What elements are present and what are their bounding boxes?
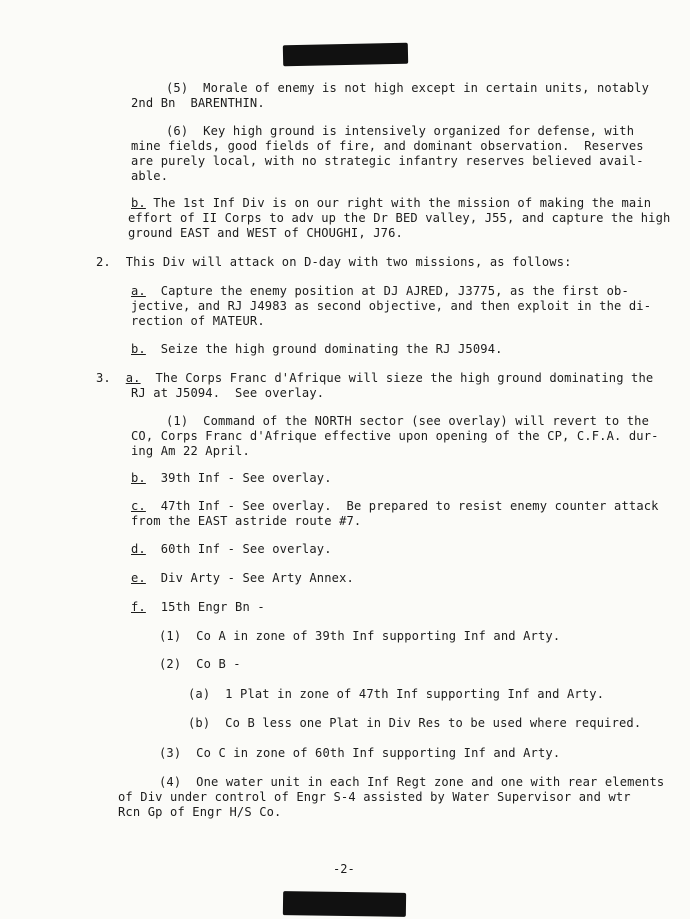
para-2a-line-2: jective, and RJ J4983 as second objective, and then exploit in the di- <box>131 299 652 313</box>
para-3a1-line-1: (1) Command of the NORTH sector (see overlay) will revert to the <box>166 414 650 428</box>
redaction-bar-bottom <box>283 891 406 917</box>
para-3b-line-1 <box>131 471 332 485</box>
para-3e-line-1 <box>131 571 354 585</box>
para-3a-line-1 <box>96 371 653 385</box>
para-3e-text: Div Arty - See Arty Annex. <box>145 571 354 585</box>
para-f3-line-1: (3) Co C in zone of 60th Inf supporting Inf and Arty. <box>159 746 561 760</box>
para-b-line-2: effort of II Corps to adv up the Dr BED valley, J55, and capture the high <box>128 211 671 225</box>
para-f4-line-3: Rcn Gp of Engr H/S Co. <box>118 805 282 819</box>
para-3b-text: 39th Inf - See overlay. <box>145 471 332 485</box>
para-3e-marker: e. <box>131 571 146 585</box>
para-2b-marker: b. <box>131 342 146 356</box>
page-number: -2- <box>333 862 355 876</box>
para-3a-marker: a. <box>125 371 141 385</box>
para-b-text: The 1st Inf Div is on our right with the mission of making the main <box>145 196 652 210</box>
para-6-line-2: mine fields, good fields of fire, and dominant observation. Reserves <box>131 139 644 153</box>
para-2-line-1: 2. This Div will attack on D-day with two missions, as follows: <box>96 255 572 269</box>
para-3c-marker: c. <box>131 499 146 513</box>
para-f1-line-1: (1) Co A in zone of 39th Inf supporting Inf and Arty. <box>159 629 561 643</box>
para-f2b-line-1: (b) Co B less one Plat in Div Res to be used where required. <box>188 716 642 730</box>
para-6-line-1: (6) Key high ground is intensively organized for defense, with <box>166 124 635 138</box>
para-b-line-1 <box>131 196 651 210</box>
para-2a-line-1 <box>131 284 629 298</box>
para-f4-line-2: of Div under control of Engr S-4 assisted by Water Supervisor and wtr <box>118 790 631 804</box>
para-5-line-1: (5) Morale of enemy is not high except in certain units, notably <box>166 81 650 95</box>
para-3a-text: The Corps Franc d'Afrique will sieze the high ground dominating the <box>140 371 654 385</box>
para-2a-line-3: rection of MATEUR. <box>131 314 265 328</box>
para-f2a-line-1: (a) 1 Plat in zone of 47th Inf supporting Inf and Arty. <box>188 687 605 701</box>
para-f2-line-1: (2) Co B - <box>159 657 241 671</box>
para-3f-marker: f. <box>131 600 146 614</box>
para-3d-marker: d. <box>131 542 146 556</box>
para-6-line-4: able. <box>131 169 169 183</box>
para-3c-line-1 <box>131 499 659 513</box>
para-3c-text: 47th Inf - See overlay. Be prepared to resist enemy counter attack <box>145 499 659 513</box>
para-2a-marker: a. <box>131 284 146 298</box>
para-5-line-2: 2nd Bn BARENTHIN. <box>131 96 265 110</box>
para-6-line-3: are purely local, with no strategic infantry reserves believed avail- <box>131 154 644 168</box>
para-b-marker: b. <box>131 196 146 210</box>
para-3d-text: 60th Inf - See overlay. <box>145 542 332 556</box>
para-2a-text: Capture the enemy position at DJ AJRED, J3775, as the first ob- <box>145 284 629 298</box>
para-3-number: 3. <box>96 371 126 385</box>
para-2b-line-1 <box>131 342 503 356</box>
redaction-bar-top <box>283 43 408 67</box>
para-f4-line-1: (4) One water unit in each Inf Regt zone and one with rear elements <box>159 775 665 789</box>
para-3a-line-2: RJ at J5094. See overlay. <box>131 386 325 400</box>
para-3d-line-1 <box>131 542 332 556</box>
para-3a1-line-3: ing Am 22 April. <box>131 444 250 458</box>
para-3f-text: 15th Engr Bn - <box>145 600 265 614</box>
para-3a1-line-2: CO, Corps Franc d'Afrique effective upon opening of the CP, C.F.A. dur- <box>131 429 659 443</box>
para-b-line-3: ground EAST and WEST of CHOUGHI, J76. <box>128 226 403 240</box>
para-3b-marker: b. <box>131 471 146 485</box>
para-3c-line-2: from the EAST astride route #7. <box>131 514 362 528</box>
para-2b-text: Seize the high ground dominating the RJ J5094. <box>145 342 503 356</box>
para-3f-line-1 <box>131 600 265 614</box>
